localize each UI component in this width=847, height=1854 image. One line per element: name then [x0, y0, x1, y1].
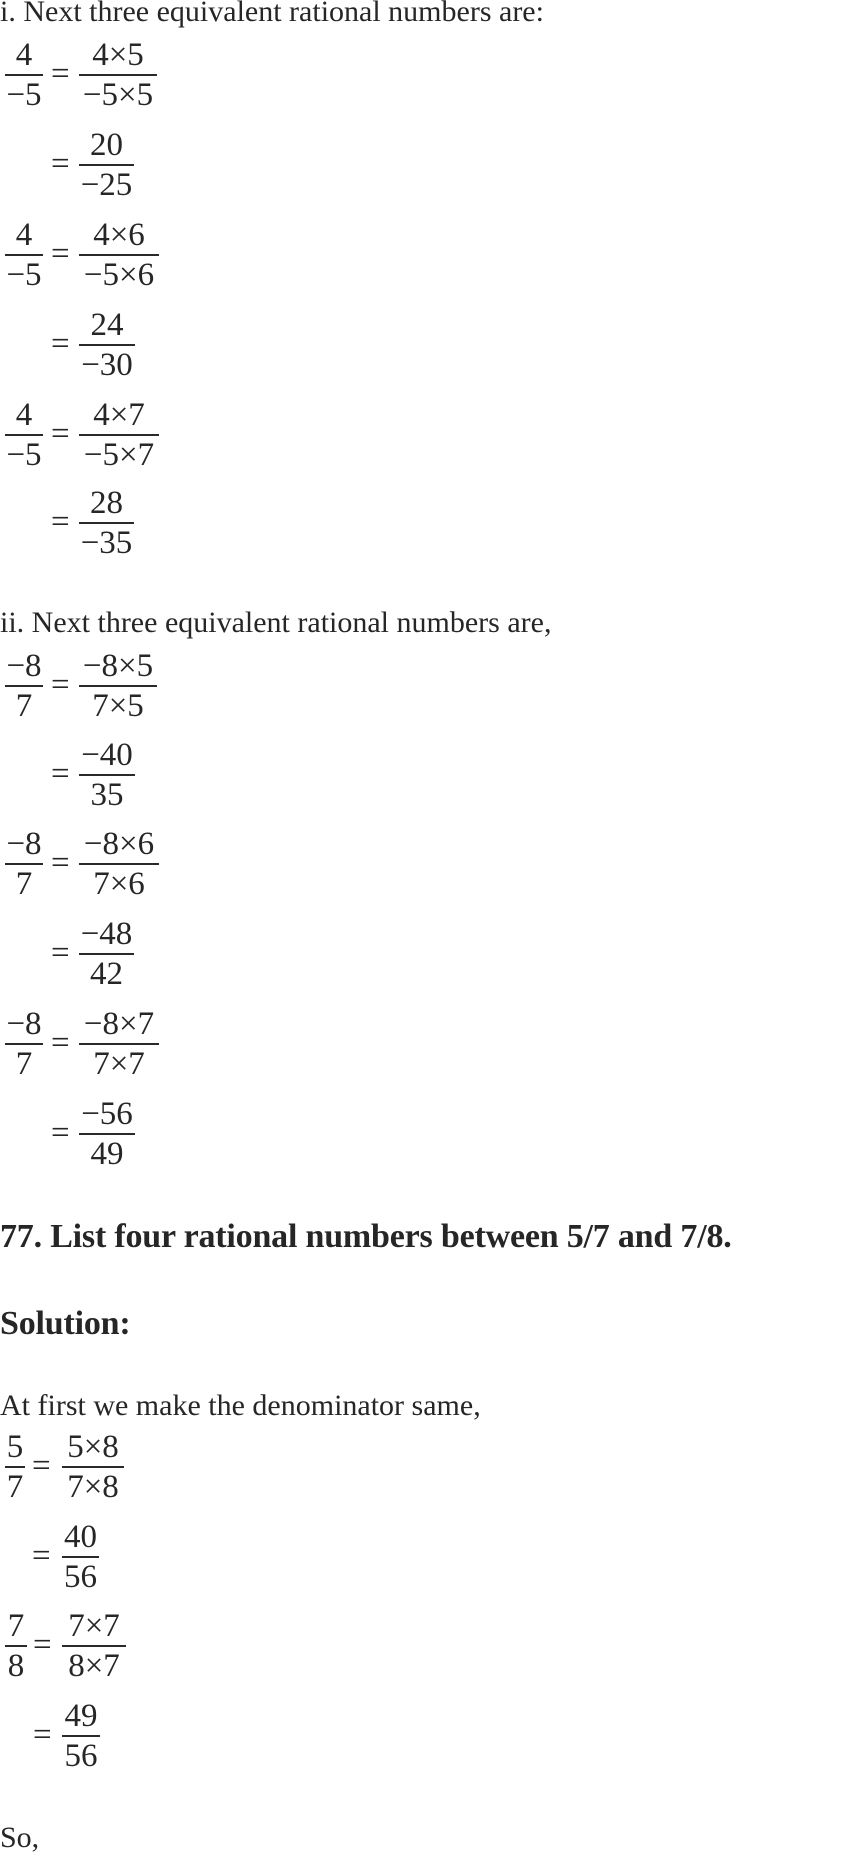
fraction-bar [62, 1556, 99, 1558]
fraction-bar [62, 1466, 124, 1468]
denominator: −5 [6, 257, 42, 293]
fraction-bar [79, 953, 134, 955]
denominator: 7×5 [92, 688, 144, 724]
fraction-bar [5, 1043, 43, 1045]
part-i-title: i. Next three equivalent rational numbers are: [0, 0, 544, 28]
fraction-bar [5, 434, 43, 436]
denominator: 7×8 [67, 1469, 119, 1505]
numerator: −8×7 [83, 1006, 155, 1042]
denominator: −5×6 [83, 257, 155, 293]
numerator: 4×6 [93, 217, 145, 253]
fraction-bar [5, 685, 43, 687]
numerator: −8×6 [83, 826, 155, 862]
numerator: −40 [81, 737, 133, 773]
question-heading: 77. List four rational numbers between 5/7 and 7/8. [0, 1218, 732, 1255]
denominator: −5 [6, 437, 42, 473]
equals-sign: = [51, 935, 70, 971]
fraction-bar [79, 522, 134, 524]
equals-sign: = [51, 326, 70, 362]
numerator: 40 [64, 1519, 97, 1555]
equals-sign: = [51, 1025, 70, 1061]
part-ii-title: ii. Next three equivalent rational numbers are, [0, 606, 552, 639]
numerator: 28 [90, 485, 123, 521]
solution-label: Solution: [0, 1305, 131, 1342]
fraction-bar [62, 1645, 126, 1647]
denominator: 8 [7, 1648, 25, 1684]
equals-sign: = [51, 56, 70, 92]
solution-intro: At first we make the denominator same, [0, 1389, 481, 1422]
numerator: −8 [6, 826, 42, 862]
solution-closing: So, [0, 1821, 40, 1854]
equals-sign: = [51, 667, 70, 703]
equals-sign: = [51, 845, 70, 881]
denominator: −25 [80, 167, 133, 203]
numerator: 49 [64, 1698, 98, 1734]
denominator: 7 [15, 866, 33, 902]
denominator: 7 [6, 1469, 24, 1505]
fraction-bar [5, 1466, 25, 1468]
denominator: 7 [15, 688, 33, 724]
equals-sign: = [33, 1627, 52, 1663]
denominator: 7×7 [93, 1046, 145, 1082]
denominator: −30 [81, 347, 133, 383]
equals-sign: = [33, 1717, 52, 1753]
numerator: 4 [15, 37, 33, 73]
fraction-bar [79, 74, 157, 76]
numerator: 24 [90, 307, 124, 343]
numerator: −56 [81, 1096, 133, 1132]
fraction-bar [79, 863, 159, 865]
fraction-bar [79, 685, 157, 687]
denominator: 7 [15, 1046, 33, 1082]
equals-sign: = [32, 1448, 51, 1484]
denominator: 35 [90, 777, 124, 813]
denominator: 8×7 [68, 1648, 120, 1684]
fraction-bar [5, 254, 43, 256]
fraction-bar [79, 434, 159, 436]
denominator: 42 [90, 956, 123, 992]
numerator: 5×8 [67, 1429, 119, 1465]
denominator: 49 [90, 1136, 124, 1172]
fraction-bar [79, 344, 135, 346]
numerator: 4 [15, 397, 33, 433]
fraction-bar [5, 863, 43, 865]
denominator: −5×5 [82, 77, 154, 113]
fraction-bar [79, 254, 159, 256]
fraction-bar [5, 74, 43, 76]
numerator: −8 [6, 1006, 42, 1042]
numerator: 5 [6, 1429, 24, 1465]
fraction-bar [5, 1645, 27, 1647]
equals-sign: = [32, 1538, 51, 1574]
numerator: 7×7 [68, 1608, 120, 1644]
denominator: 7×6 [93, 866, 145, 902]
numerator: −48 [80, 916, 133, 952]
numerator: 4 [15, 217, 33, 253]
equals-sign: = [51, 504, 70, 540]
denominator: 56 [64, 1559, 97, 1595]
equals-sign: = [51, 236, 70, 272]
fraction-bar [62, 1735, 100, 1737]
numerator: 4×7 [93, 397, 145, 433]
fraction-bar [79, 1133, 135, 1135]
equals-sign: = [51, 756, 70, 792]
fraction-bar [79, 774, 135, 776]
denominator: −35 [80, 525, 133, 561]
fraction-bar [79, 164, 134, 166]
numerator: −8 [6, 648, 42, 684]
denominator: −5 [6, 77, 42, 113]
denominator: 56 [64, 1738, 98, 1774]
equals-sign: = [51, 146, 70, 182]
equals-sign: = [51, 416, 70, 452]
numerator: 7 [7, 1608, 25, 1644]
fraction-bar [79, 1043, 159, 1045]
numerator: 20 [90, 127, 123, 163]
numerator: −8×5 [82, 648, 154, 684]
numerator: 4×5 [92, 37, 144, 73]
denominator: −5×7 [83, 437, 155, 473]
equals-sign: = [51, 1115, 70, 1151]
